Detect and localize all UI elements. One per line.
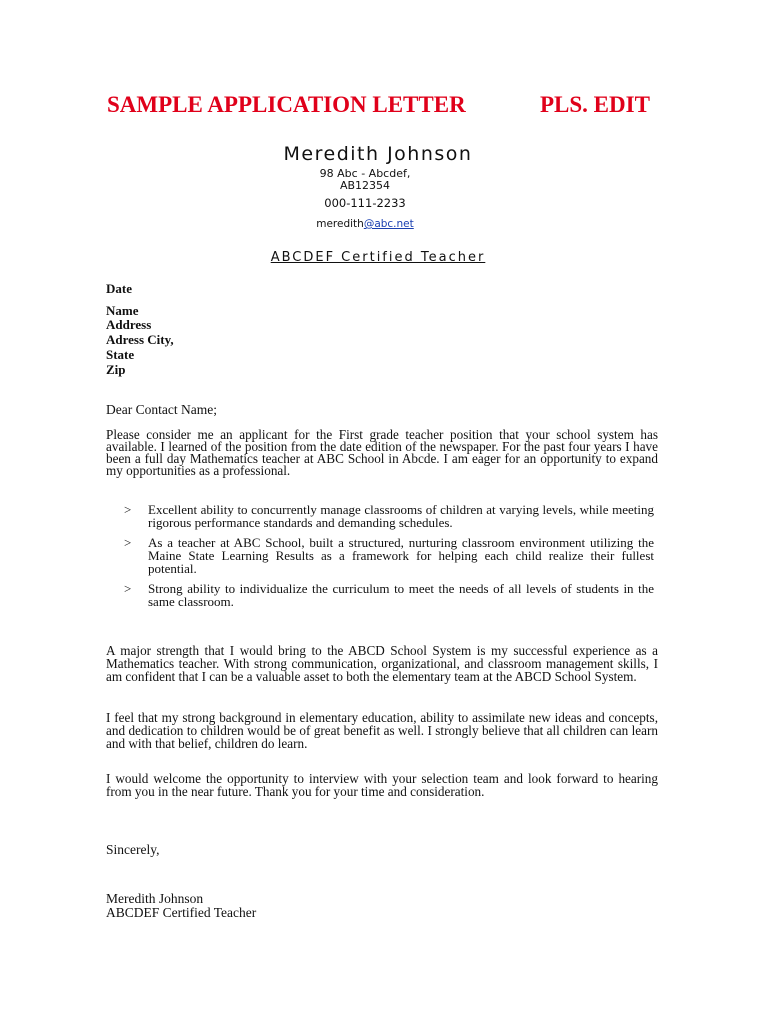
bullet-text: Strong ability to individualize the curriculum to meet the needs of all levels of students in the same classroom. (148, 581, 654, 609)
recipient-date: Date (106, 281, 132, 296)
sender-phone: 000-111-2233 (324, 196, 406, 210)
recipient-state: State (106, 347, 135, 362)
banner-edit-note: PLS. EDIT (540, 92, 650, 117)
list-item (124, 503, 654, 529)
closing-paragraph: I would welcome the opportunity to interview with your selection team and look forward to hearing from you in the near future. Thank you for your time and consideration. (106, 771, 658, 799)
recipient-name: Name (106, 303, 139, 318)
bullet-text: As a teacher at ABC School, built a structured, nurturing classroom environment utilizing the Maine State Learning Results as a framework for helping each child realize their fullest potential. (148, 535, 654, 576)
qualification-list (124, 503, 654, 608)
salutation: Dear Contact Name; (106, 402, 217, 417)
email-user: meredith (316, 218, 364, 230)
email-domain-link[interactable]: @abc.net (363, 218, 414, 230)
strength-paragraph: A major strength that I would bring to the ABCD School System is my successful experience as a Mathematics teacher. With strong communication, organizational, and classroom management skills, I am confident that I can be a valuable asset to both the elementary team at the ABCD School System. (106, 643, 658, 684)
signature-title: ABCDEF Certified Teacher (106, 905, 257, 920)
list-item (124, 536, 654, 575)
recipient-zip: Zip (106, 362, 126, 377)
bullet-marker: > (124, 502, 132, 517)
signature-name: Meredith Johnson (106, 891, 204, 906)
sender-name: Meredith Johnson (283, 143, 473, 165)
sender-address-line2: AB12354 (339, 179, 391, 192)
bullet-text: Excellent ability to concurrently manage classrooms of children at varying levels, while meeting rigorous performance standards and demanding schedules. (148, 502, 654, 530)
certification-title: ABCDEF Certified Teacher (270, 250, 486, 265)
banner-heading (107, 92, 667, 126)
list-item (124, 582, 654, 608)
bullet-marker: > (124, 535, 132, 550)
bullet-marker: > (124, 581, 132, 596)
recipient-city: Adress City, (106, 332, 174, 347)
background-paragraph: I feel that my strong background in elementary education, ability to assimilate new ideas and concepts, and dedication to children would be of great benefit as well. I strongly believe that all children can learn and with that belief, children do learn. (106, 710, 658, 751)
signoff: Sincerely, (106, 842, 160, 857)
recipient-address: Address (106, 317, 152, 332)
sender-email (0, 218, 730, 230)
banner-title: SAMPLE APPLICATION LETTER (107, 92, 466, 117)
intro-paragraph: Please consider me an applicant for the First grade teacher position that your school system has available. I learned of the position from the date edition of the newspaper. For the past four years I have been a full day Mathematics teacher at ABC School in Abcde. I am eager for an opportunity to expand my opportunities as a professional. (106, 427, 658, 478)
sender-address-line1: 98 Abc - Abcdef, (319, 167, 411, 180)
